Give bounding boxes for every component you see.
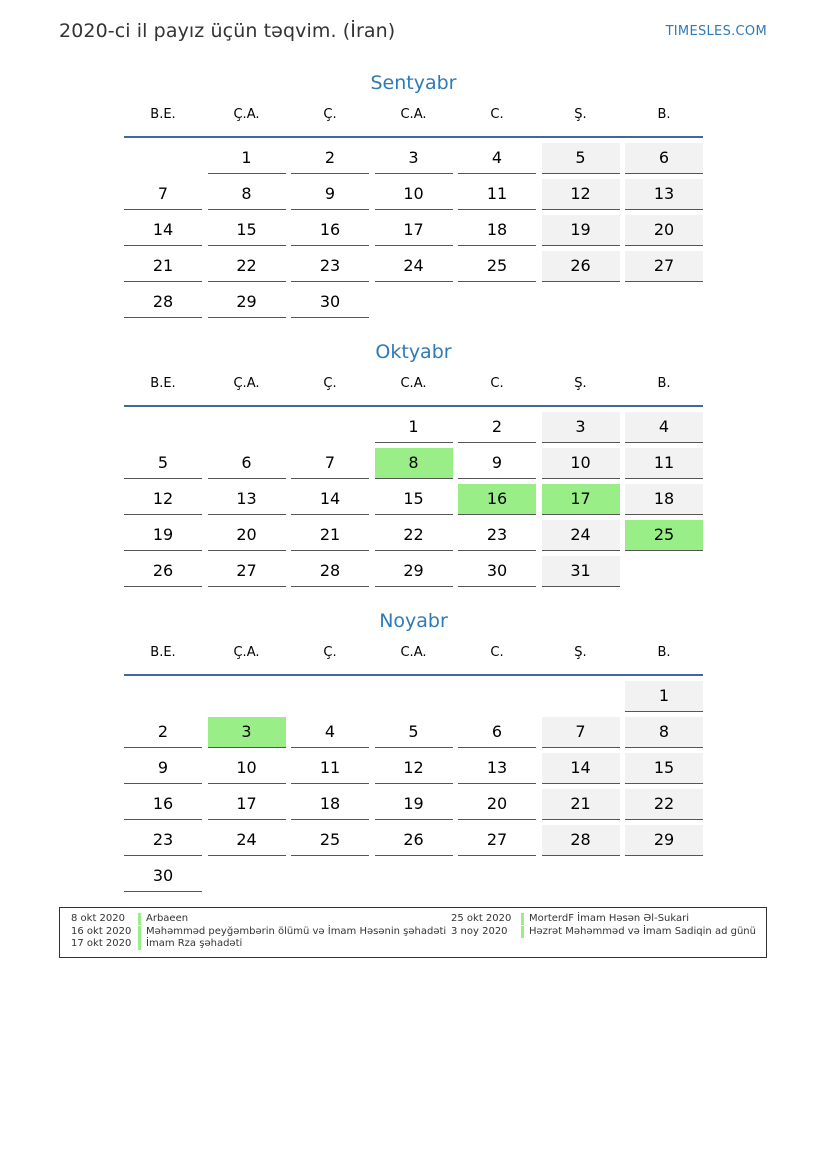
weekday-label: C.A. bbox=[400, 107, 427, 122]
weekday-label: C. bbox=[490, 376, 504, 391]
weekday-label: C.A. bbox=[400, 645, 427, 660]
holiday-day-cell: 3 bbox=[208, 717, 286, 748]
day-cell: 24 bbox=[375, 251, 453, 282]
day-cell: 28 bbox=[124, 287, 202, 318]
weekday-label: B.E. bbox=[150, 376, 176, 391]
weekday-label: C. bbox=[490, 645, 504, 660]
day-cell: 31 bbox=[542, 556, 620, 587]
legend-color-bar bbox=[138, 926, 141, 938]
day-cell: 1 bbox=[625, 681, 703, 712]
day-cell: 19 bbox=[375, 789, 453, 820]
day-cell: 3 bbox=[542, 412, 620, 443]
holiday-day-cell: 16 bbox=[458, 484, 536, 515]
day-cell: 8 bbox=[208, 179, 286, 210]
weekday-label: Ş. bbox=[574, 376, 587, 391]
day-cell: 7 bbox=[542, 717, 620, 748]
holiday-day-cell: 25 bbox=[625, 520, 703, 551]
day-cell: 26 bbox=[375, 825, 453, 856]
day-cell: 13 bbox=[208, 484, 286, 515]
weekday-label: B. bbox=[657, 107, 671, 122]
weekday-label: C.A. bbox=[400, 376, 427, 391]
day-cell: 2 bbox=[458, 412, 536, 443]
legend-text: Həzrət Məhəmməd və İmam Sadiqin ad günü bbox=[529, 926, 756, 937]
weekday-label: Ç.A. bbox=[233, 645, 260, 660]
weekday-label: B.E. bbox=[150, 645, 176, 660]
day-cell: 9 bbox=[458, 448, 536, 479]
day-cell: 2 bbox=[124, 717, 202, 748]
day-cell: 12 bbox=[124, 484, 202, 515]
weekday-label: B. bbox=[657, 645, 671, 660]
day-cell: 28 bbox=[291, 556, 369, 587]
day-cell: 29 bbox=[375, 556, 453, 587]
day-cell: 21 bbox=[542, 789, 620, 820]
days-grid bbox=[124, 681, 703, 897]
day-cell: 30 bbox=[124, 861, 202, 892]
day-cell: 15 bbox=[625, 753, 703, 784]
day-cell: 14 bbox=[124, 215, 202, 246]
day-cell: 19 bbox=[542, 215, 620, 246]
legend-text: Arbaeen bbox=[146, 913, 189, 924]
day-cell: 20 bbox=[208, 520, 286, 551]
month-name: Oktyabr bbox=[375, 341, 452, 363]
day-cell: 23 bbox=[124, 825, 202, 856]
day-cell: 13 bbox=[458, 753, 536, 784]
weekday-header-row bbox=[124, 375, 703, 407]
legend-color-bar bbox=[521, 913, 524, 925]
day-cell: 7 bbox=[124, 179, 202, 210]
day-cell: 6 bbox=[625, 143, 703, 174]
holiday-legend bbox=[59, 907, 767, 958]
day-cell: 17 bbox=[208, 789, 286, 820]
day-cell: 20 bbox=[458, 789, 536, 820]
day-cell: 30 bbox=[291, 287, 369, 318]
day-cell: 22 bbox=[375, 520, 453, 551]
day-cell: 16 bbox=[291, 215, 369, 246]
day-cell: 2 bbox=[291, 143, 369, 174]
site-link[interactable]: TIMESLES.COM bbox=[665, 24, 767, 39]
day-cell: 26 bbox=[124, 556, 202, 587]
weekday-label: C. bbox=[490, 107, 504, 122]
day-cell: 14 bbox=[542, 753, 620, 784]
day-cell: 25 bbox=[458, 251, 536, 282]
day-cell: 7 bbox=[291, 448, 369, 479]
month-calendar-november bbox=[124, 606, 703, 897]
day-cell: 5 bbox=[124, 448, 202, 479]
day-cell: 12 bbox=[375, 753, 453, 784]
day-cell: 24 bbox=[208, 825, 286, 856]
weekday-label: Ç. bbox=[323, 107, 337, 122]
day-cell: 24 bbox=[542, 520, 620, 551]
legend-text: İmam Rza şəhadəti bbox=[146, 938, 243, 949]
legend-text: Məhəmməd peyğəmbərin ölümü və İmam Həsənin şəhadəti bbox=[146, 926, 447, 937]
days-grid bbox=[124, 143, 703, 323]
day-cell: 19 bbox=[124, 520, 202, 551]
legend-color-bar bbox=[138, 913, 141, 925]
day-cell: 27 bbox=[458, 825, 536, 856]
weekday-label: Ç.A. bbox=[233, 107, 260, 122]
day-cell: 4 bbox=[625, 412, 703, 443]
day-cell: 10 bbox=[375, 179, 453, 210]
day-cell: 14 bbox=[291, 484, 369, 515]
day-cell: 12 bbox=[542, 179, 620, 210]
legend-date: 17 okt 2020 bbox=[71, 938, 132, 949]
day-cell: 10 bbox=[542, 448, 620, 479]
day-cell: 29 bbox=[625, 825, 703, 856]
legend-text: MorterdF İmam Həsən Əl-Sukari bbox=[529, 913, 690, 924]
weekday-label: Ş. bbox=[574, 645, 587, 660]
month-calendar-october bbox=[124, 337, 703, 592]
day-cell: 16 bbox=[124, 789, 202, 820]
page-title: 2020-ci il payız üçün təqvim. (İran) bbox=[59, 20, 396, 42]
day-cell: 22 bbox=[208, 251, 286, 282]
legend-date: 16 okt 2020 bbox=[71, 926, 132, 937]
weekday-label: B.E. bbox=[150, 107, 176, 122]
legend-color-bar bbox=[138, 938, 141, 950]
month-name: Noyabr bbox=[379, 610, 448, 632]
holiday-day-cell: 8 bbox=[375, 448, 453, 479]
weekday-header-row bbox=[124, 106, 703, 138]
weekday-label: Ç. bbox=[323, 645, 337, 660]
day-cell: 11 bbox=[625, 448, 703, 479]
day-cell: 10 bbox=[208, 753, 286, 784]
day-cell: 1 bbox=[375, 412, 453, 443]
weekday-label: Ş. bbox=[574, 107, 587, 122]
day-cell: 11 bbox=[458, 179, 536, 210]
day-cell: 4 bbox=[291, 717, 369, 748]
day-cell: 25 bbox=[291, 825, 369, 856]
day-cell: 15 bbox=[208, 215, 286, 246]
month-name: Sentyabr bbox=[370, 72, 457, 94]
legend-date: 8 okt 2020 bbox=[71, 913, 125, 924]
day-cell: 18 bbox=[291, 789, 369, 820]
day-cell: 13 bbox=[625, 179, 703, 210]
day-cell: 30 bbox=[458, 556, 536, 587]
weekday-label: B. bbox=[657, 376, 671, 391]
day-cell: 11 bbox=[291, 753, 369, 784]
day-cell: 27 bbox=[625, 251, 703, 282]
day-cell: 22 bbox=[625, 789, 703, 820]
day-cell: 6 bbox=[458, 717, 536, 748]
day-cell: 18 bbox=[625, 484, 703, 515]
day-cell: 5 bbox=[375, 717, 453, 748]
day-cell: 20 bbox=[625, 215, 703, 246]
legend-date: 25 okt 2020 bbox=[451, 913, 512, 924]
month-calendar-september bbox=[124, 68, 703, 323]
day-cell: 15 bbox=[375, 484, 453, 515]
day-cell: 21 bbox=[291, 520, 369, 551]
day-cell: 29 bbox=[208, 287, 286, 318]
day-cell: 6 bbox=[208, 448, 286, 479]
day-cell: 9 bbox=[124, 753, 202, 784]
day-cell: 8 bbox=[625, 717, 703, 748]
day-cell: 5 bbox=[542, 143, 620, 174]
weekday-label: Ç. bbox=[323, 376, 337, 391]
day-cell: 27 bbox=[208, 556, 286, 587]
weekday-header-row bbox=[124, 644, 703, 676]
day-cell: 21 bbox=[124, 251, 202, 282]
day-cell: 23 bbox=[458, 520, 536, 551]
weekday-label: Ç.A. bbox=[233, 376, 260, 391]
day-cell: 17 bbox=[375, 215, 453, 246]
day-cell: 9 bbox=[291, 179, 369, 210]
day-cell: 1 bbox=[208, 143, 286, 174]
legend-color-bar bbox=[521, 926, 524, 938]
day-cell: 18 bbox=[458, 215, 536, 246]
day-cell: 4 bbox=[458, 143, 536, 174]
days-grid bbox=[124, 412, 703, 592]
day-cell: 26 bbox=[542, 251, 620, 282]
holiday-day-cell: 17 bbox=[542, 484, 620, 515]
day-cell: 28 bbox=[542, 825, 620, 856]
day-cell: 3 bbox=[375, 143, 453, 174]
day-cell: 23 bbox=[291, 251, 369, 282]
legend-date: 3 noy 2020 bbox=[451, 926, 508, 937]
